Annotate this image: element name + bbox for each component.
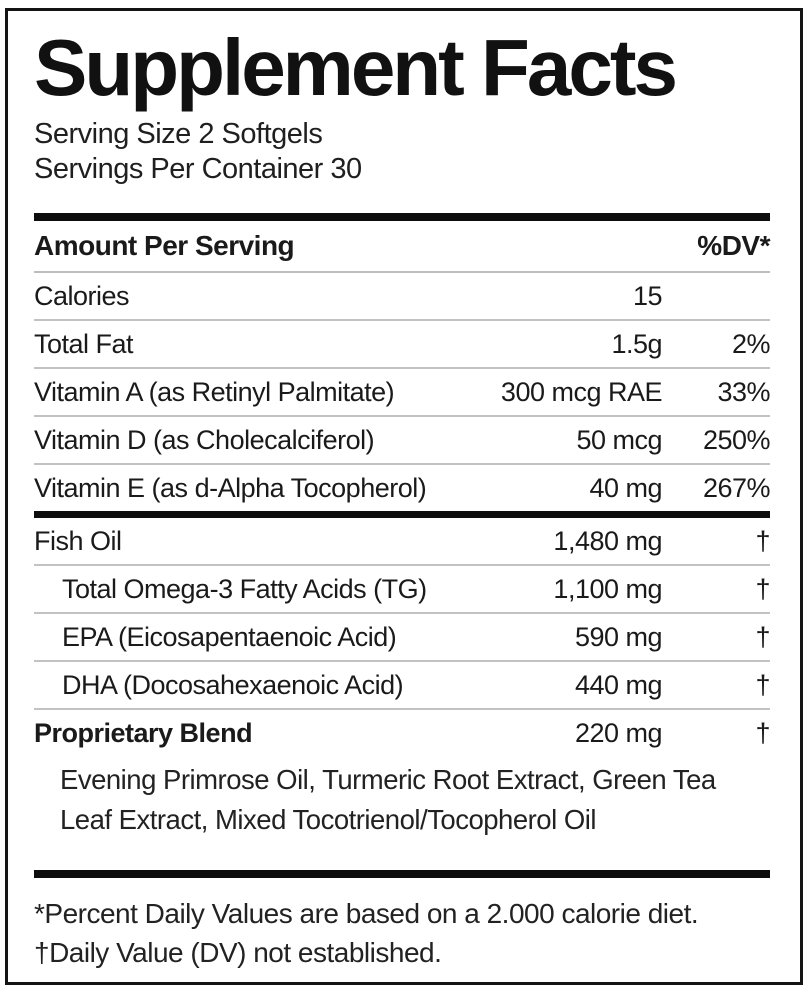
row-fish-oil [34, 518, 770, 566]
row-vitamin-a [34, 369, 770, 417]
nutrient-name: Calories [34, 280, 130, 311]
row-calories [34, 273, 770, 321]
nutrient-dv: † [755, 525, 770, 556]
thick-divider-bottom [34, 870, 770, 878]
serving-size-line: Serving Size 2 Softgels [34, 117, 323, 150]
blend-ingredients-text: Evening Primrose Oil, Turmeric Root Extract, Green Tea Leaf Extract, Mixed Tocotrienol/Tocopherol Oil [60, 764, 716, 836]
nutrient-amount: 1.5g [611, 328, 662, 359]
nutrient-amount: 220 mg [574, 717, 662, 748]
supplement-facts-label [5, 8, 803, 985]
nutrient-amount: 1,100 mg [553, 573, 662, 604]
nutrient-amount: 300 mcg RAE [500, 376, 662, 407]
nutrient-name: Fish Oil [34, 525, 122, 556]
nutrient-dv: 250% [702, 424, 770, 455]
amount-per-serving-header: Amount Per Serving [34, 230, 295, 262]
nutrient-name: Proprietary Blend [34, 717, 253, 748]
nutrient-amount: 40 mg [589, 472, 662, 503]
nutrient-amount: 590 mg [574, 621, 662, 652]
nutrient-dv: 267% [702, 472, 770, 503]
column-header-row [34, 221, 770, 273]
nutrient-name: Vitamin D (as Cholecalciferol) [34, 424, 375, 455]
nutrient-amount: 1,480 mg [553, 525, 662, 556]
footnotes-section [34, 878, 770, 972]
nutrient-dv: † [755, 573, 770, 604]
servings-per-container-line: Servings Per Container 30 [34, 152, 362, 185]
thick-divider-mid [34, 511, 770, 518]
nutrient-dv: † [755, 669, 770, 700]
row-dha [34, 662, 770, 710]
nutrient-amount: 440 mg [574, 669, 662, 700]
nutrient-dv: 2% [731, 328, 770, 359]
nutrient-amount: 50 mcg [576, 424, 662, 455]
row-vitamin-e [34, 465, 770, 511]
nutrient-name: Vitamin E (as d-Alpha Tocopherol) [34, 472, 427, 503]
row-epa [34, 614, 770, 662]
nutrient-name: DHA (Docosahexaenoic Acid) [62, 669, 404, 700]
nutrient-dv: † [755, 717, 770, 748]
percent-dv-footnote: *Percent Daily Values are based on a 2.000 calorie diet. [34, 898, 699, 930]
nutrient-amount: 15 [632, 280, 662, 311]
nutrient-name: Total Fat [34, 328, 134, 359]
daily-value-footnote: †Daily Value (DV) not established. [34, 937, 442, 969]
percent-dv-header: %DV* [697, 230, 770, 262]
nutrient-dv: † [755, 621, 770, 652]
nutrient-name: Vitamin A (as Retinyl Palmitate) [34, 376, 395, 407]
nutrient-dv: 33% [717, 376, 770, 407]
row-omega-3 [34, 566, 770, 614]
row-total-fat [34, 321, 770, 369]
row-vitamin-d [34, 417, 770, 465]
label-title: Supplement Facts [34, 23, 676, 112]
nutrient-name: Total Omega-3 Fatty Acids (TG) [62, 573, 427, 604]
row-proprietary-blend [34, 710, 770, 756]
nutrient-name: EPA (Eicosapentaenoic Acid) [62, 621, 397, 652]
thick-divider-top [34, 213, 770, 221]
